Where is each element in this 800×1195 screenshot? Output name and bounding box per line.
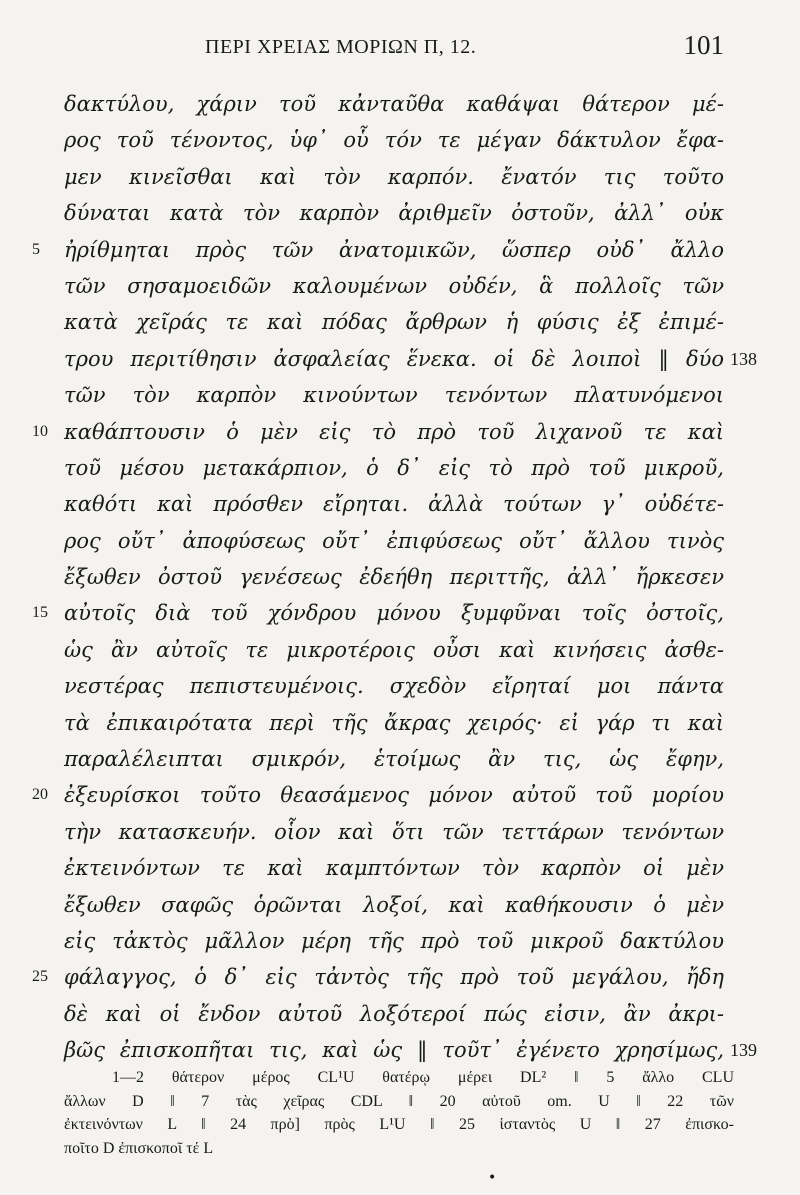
line-number: 15 <box>32 604 48 622</box>
line-text: παραλέλειπται σμικρόν, ἑτοίμως ἂν τις, ὡς ἔφην, <box>64 747 724 772</box>
text-line <box>0 232 800 268</box>
main-text <box>0 86 800 1069</box>
line-text: τῶν τὸν καρπὸν κινούντων τενόντων πλατυνόμενοι <box>64 383 724 408</box>
apparatus-line <box>0 1113 800 1137</box>
text-line <box>0 450 800 486</box>
apparatus-line <box>0 1137 800 1161</box>
text-line <box>0 959 800 995</box>
text-line <box>0 122 800 158</box>
line-text: ἐκτεινόντων τε καὶ καμπτόντων τὸν καρπὸν οἱ μὲν <box>64 856 724 881</box>
text-line <box>0 86 800 122</box>
text-line <box>0 923 800 959</box>
text-line <box>0 195 800 231</box>
line-text: ρος τοῦ τένοντος, ὑφ᾿ οὗ τόν τε μέγαν δάκτυλον ἔφα- <box>64 128 724 153</box>
text-line <box>0 414 800 450</box>
line-text: ἔξωθεν σαφῶς ὁρῶνται λοξοί, καὶ καθήκουσιν ὁ μὲν <box>64 892 724 917</box>
line-text: δακτύλου, χάριν τοῦ κἀνταῦθα καθάψαι θάτερον μέ- <box>64 92 724 116</box>
text-line <box>0 159 800 195</box>
line-number: 25 <box>32 968 48 986</box>
text-line <box>0 777 800 813</box>
line-text: βῶς ἐπισκοπῆται τις, καὶ ὡς ‖ τοῦτ᾿ ἐγένετο χρησίμως, <box>64 1038 724 1063</box>
line-text: ἐξευρίσκοι τοῦτο θεασάμενος μόνον αὐτοῦ τοῦ μορίου <box>64 783 724 808</box>
line-number: 10 <box>32 422 48 440</box>
line-text: αὐτοῖς διὰ τοῦ χόνδρου μόνου ξυμφῦναι τοῖς ὀστοῖς, <box>64 601 724 626</box>
line-text: δὲ καὶ οἱ ἔνδον αὐτοῦ λοξότεροί πώς εἰσιν, ἂν ἀκρι- <box>64 1001 724 1026</box>
text-line <box>0 814 800 850</box>
running-title: ΠΕΡΙ ΧΡΕΙΑΣ ΜΟΡΙΩΝ Π, 12. <box>205 36 477 58</box>
margin-reference: 139 <box>730 1040 757 1061</box>
text-line <box>0 668 800 704</box>
apparatus-line <box>0 1090 800 1114</box>
margin-reference: 138 <box>730 348 757 369</box>
printer-mark: • <box>488 1170 497 1186</box>
apparatus-text: 1—2 θάτερον μέρος CL¹U θατέρῳ μέρει DL² ‖ 5 ἄλλο CLU <box>112 1069 734 1086</box>
text-line <box>0 341 800 377</box>
text-line <box>0 996 800 1032</box>
text-line <box>0 595 800 631</box>
text-line <box>0 632 800 668</box>
line-text: ὡς ἂν αὐτοῖς τε μικροτέροις οὖσι καὶ κινήσεις ἀσθε- <box>64 637 724 662</box>
apparatus-line <box>0 1066 800 1090</box>
line-text: νεστέρας πεπιστευμένοις. σχεδὸν εἴρηταί μοι πάντα <box>64 674 724 699</box>
line-text: τὴν κατασκευήν. οἷον καὶ ὅτι τῶν τεττάρων τενόντων <box>64 819 724 844</box>
line-text: τοῦ μέσου μετακάρπιον, ὁ δ᾿ εἰς τὸ πρὸ τοῦ μικροῦ, <box>64 455 724 480</box>
text-line <box>0 1032 800 1068</box>
text-line <box>0 304 800 340</box>
apparatus-text: ἐκτεινόντων L ‖ 24 πρὸ] πρὸς L¹U ‖ 25 ἱσταντὸς U ‖ 27 ἐπισκο- <box>64 1116 734 1133</box>
text-line <box>0 705 800 741</box>
line-text: καθότι καὶ πρόσθεν εἴρηται. ἀλλὰ τούτων γ᾿ οὐδέτε- <box>64 492 724 517</box>
line-text: τὰ ἐπικαιρότατα περὶ τῆς ἄκρας χειρός· εἰ γάρ τι καὶ <box>64 710 724 735</box>
page-number: 101 <box>683 30 724 60</box>
line-text: τρου περιτίθησιν ἀσφαλείας ἕνεκα. οἱ δὲ λοιποὶ ‖ δύο <box>64 346 724 371</box>
text-line <box>0 523 800 559</box>
text-line <box>0 268 800 304</box>
apparatus-text: ποῖτο D ἐπισκοποῖ τέ L <box>64 1139 214 1157</box>
page-header <box>0 28 800 68</box>
line-text: φάλαγγος, ὁ δ᾿ εἰς τἀντὸς τῆς πρὸ τοῦ μεγάλου, ἤδη <box>64 965 724 990</box>
text-line <box>0 486 800 522</box>
text-line <box>0 887 800 923</box>
text-line <box>0 741 800 777</box>
line-text: τῶν σησαμοειδῶν καλουμένων οὐδέν, ἃ πολλοῖς τῶν <box>64 273 724 298</box>
text-line <box>0 377 800 413</box>
text-line <box>0 850 800 886</box>
line-text: ἔξωθεν ὀστοῦ γενέσεως ἐδεήθη περιττῆς, ἀλλ᾿ ἤρκεσεν <box>64 565 724 590</box>
line-text: κατὰ χεῖράς τε καὶ πόδας ἄρθρων ἡ φύσις ἐξ ἐπιμέ- <box>64 310 724 335</box>
text-line <box>0 559 800 595</box>
line-number: 5 <box>32 240 40 258</box>
line-text: καθάπτουσιν ὁ μὲν εἰς τὸ πρὸ τοῦ λιχανοῦ τε καὶ <box>64 419 724 444</box>
line-text: ἠρίθμηται πρὸς τῶν ἀνατομικῶν, ὥσπερ οὐδ᾿ ἄλλο <box>64 237 724 262</box>
line-text: εἰς τἀκτὸς μᾶλλον μέρη τῆς πρὸ τοῦ μικροῦ δακτύλου <box>64 928 724 953</box>
line-text: δύναται κατὰ τὸν καρπὸν ἀριθμεῖν ὀστοῦν, ἀλλ᾿ οὐκ <box>64 201 724 226</box>
line-number: 20 <box>32 786 48 804</box>
critical-apparatus <box>0 1066 800 1160</box>
line-text: ρος οὔτ᾿ ἀποφύσεως οὔτ᾿ ἐπιφύσεως οὔτ᾿ ἄλλου τινὸς <box>64 528 724 553</box>
apparatus-text: ἄλλων D ‖ 7 τὰς χεῖρας CDL ‖ 20 αὐτοῦ om. U ‖ 22 τῶν <box>64 1092 734 1110</box>
line-text: μεν κινεῖσθαι καὶ τὸν καρπόν. ἔνατόν τις τοῦτο <box>64 164 724 189</box>
